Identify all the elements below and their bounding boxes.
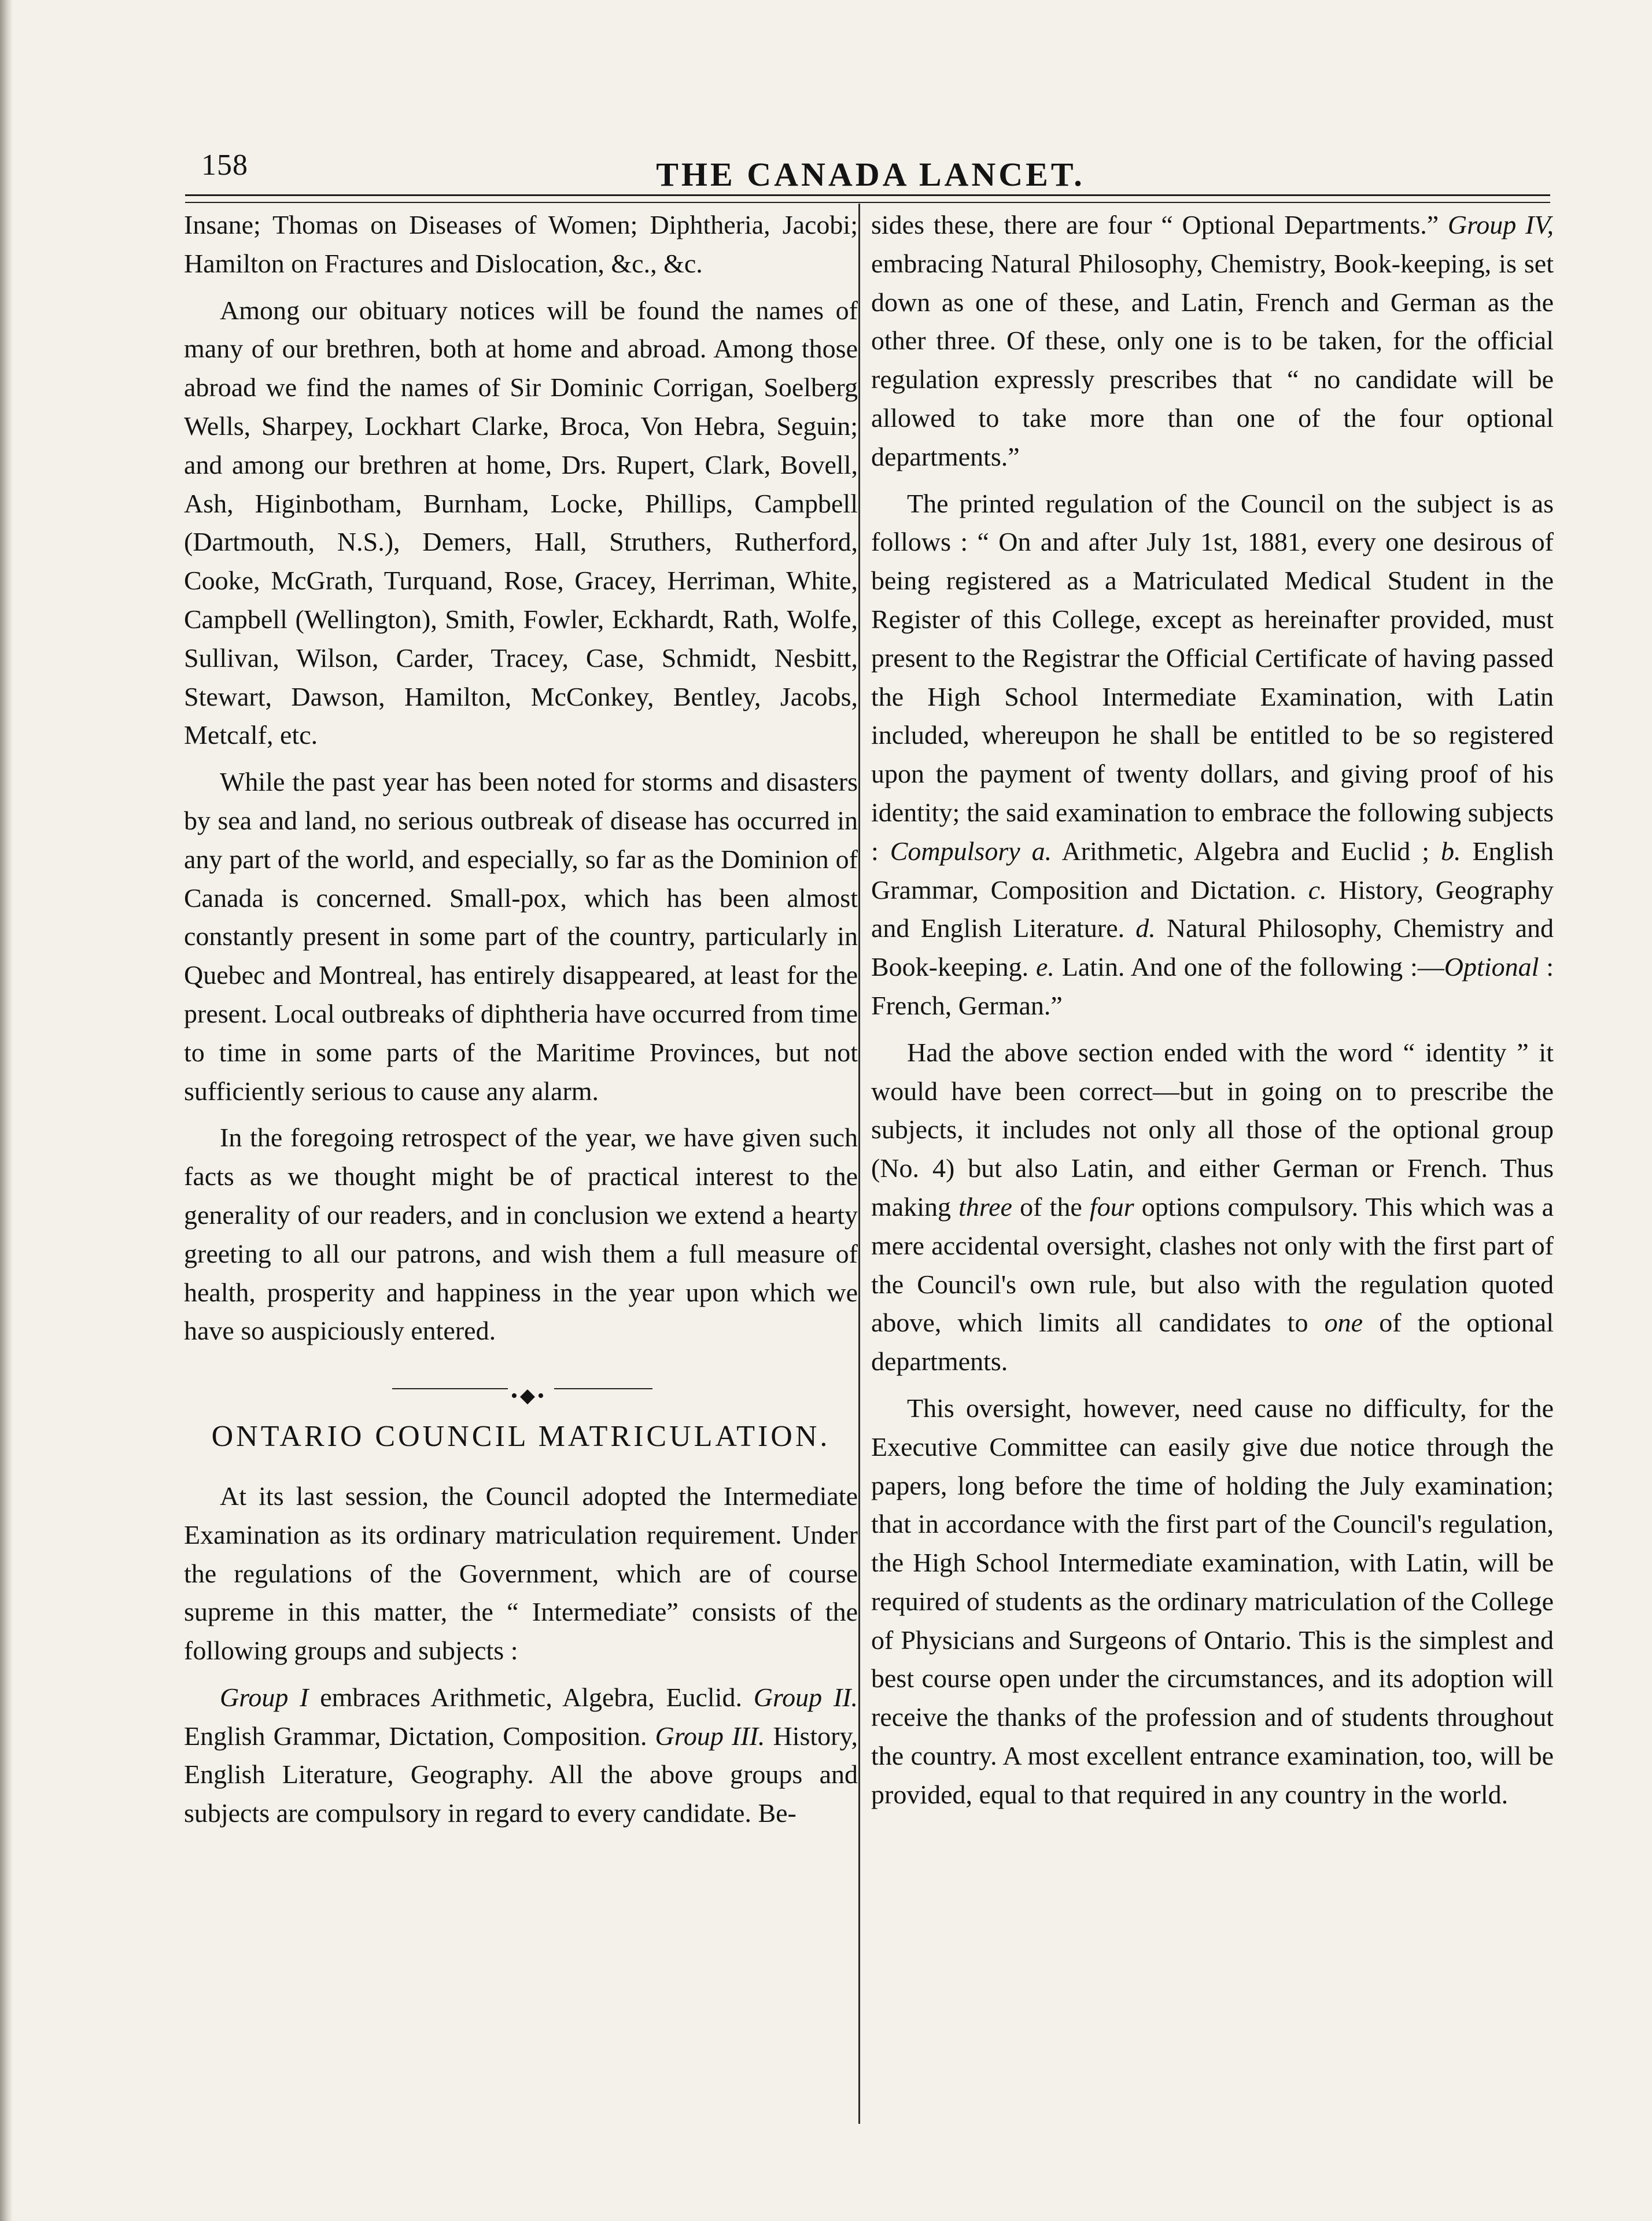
right-column [871,206,1554,1814]
separator-ornament: •◆• [511,1385,547,1407]
page-header [197,145,1544,197]
page-number: 158 [201,149,248,182]
separator-line-right [554,1388,652,1389]
journal-title: THE CANADA LANCET. [656,156,1085,193]
header-rule [185,194,1550,203]
column-divider [858,204,860,2124]
paragraph: sides these, there are four “ Optional Departments.” Group IV, embracing Natural Philosophy, Chemistry, Book-keeping, is set down as one of these, and Latin, French and German as the other three. Of these, only one is to be taken, for the official regulation expressly prescribes that “ no candidate will be allowed to take more than one of the four optional departments.” [871,210,1554,471]
paragraph: Among our obituary notices will be found the names of many of our brethren, both at home and abroad. Among those abroad we find the names of Sir Dominic Corrigan, Soelberg Wells, Sharpey, Lockhart Clarke, Broca, Von Hebra, Seguin; and among our brethren at home, Drs. Rupert, Clark, Bovell, Ash, Higinbotham, Burnham, Locke, Phillips, Campbell (Dartmouth, N.S.), Demers, Hall, Struthers, Rutherford, Cooke, McGrath, Turquand, Rose, Gracey, Herriman, White, Campbell (Wellington), Smith, Fowler, Eckhardt, Rath, Wolfe, Sullivan, Wilson, Carder, Tracey, Case, Schmidt, Nesbitt, Stewart, Dawson, Hamilton, McConkey, Bentley, Jacobs, Metcalf, etc. [184,295,858,750]
left-column [184,206,858,1833]
paragraph: Had the above section ended with the word “ identity ” it would have been correct—but in going on to prescribe the subjects, it includes not only all those of the optional group (No. 4) but also Latin, and either German or French. Thus making three of the four options compulsory. This which was a mere accidental oversight, clashes not only with the first part of the Council's own rule, but also with the regulation quoted above, which limits all candidates to one of the optional departments. [871,1037,1554,1377]
paragraph: While the past year has been noted for storms and disasters by sea and land, no serious outbreak of disease has occurred in any part of the world, and especially, so far as the Dominion of Canada is concerned. Small-pox, which has been almost constantly present in some part of the country, particularly in Quebec and Montreal, has entirely disappeared, at least for the present. Local outbreaks of diphtheria have occurred from time to time in some parts of the Maritime Provinces, but not sufficiently serious to cause any alarm. [184,767,858,1106]
section-heading: ONTARIO COUNCIL MATRICULATION. [211,1420,831,1453]
group-label: Group IV, [1447,210,1554,239]
group-label: Group II. [753,1682,858,1712]
paragraph: Insane; Thomas on Diseases of Women; Diphtheria, Jacobi; Hamilton on Fractures and Dislocation, &c., &c. [184,210,858,278]
page-edge-shadow [0,0,13,2221]
section-separator [184,1377,858,1407]
paragraph: The printed regulation of the Council on the subject is as follows : “ On and after July 1st, 1881, every one desirous of being registered as a Matriculated Medical Student in the Register of this College, except as hereinafter provided, must present to the Registrar the Official Certificate of having passed the High School Intermediate Examination, with Latin included, whereupon he shall be entitled to be so registered upon the payment of twenty dollars, and giving proof of his identity; the said examination to embrace the following subjects : Compulsory a. Arithmetic, Algebra and Euclid ; b. English Grammar, Composition and Dictation. c. History, Geography and English Literature. d. Natural Philosophy, Chemistry and Book-keeping. e. Latin. And one of the following :—Optional : French, German.” [871,488,1554,1020]
group-label: Group I [220,1682,309,1712]
paragraph: In the foregoing retrospect of the year, we have given such facts as we thought might be of practical interest to the generality of our readers, and in conclusion we extend a hearty greeting to all our patrons, and wish them a full measure of health, prosperity and happiness in the year upon which we have so auspiciously entered. [184,1123,858,1346]
separator-line-left [392,1388,508,1389]
paragraph: This oversight, however, need cause no difficulty, for the Executive Committee can easily give due notice through the papers, long before the time of holding the July examination; that in accordance with the first part of the Council's regulation, the High School Intermediate examination, with Latin, will be required of students as the ordinary matriculation of the College of Physicians and Surgeons of Ontario. This is the simplest and best course open under the circumstances, and its adoption will receive the thanks of the profession and of students throughout the country. A most excellent entrance examination, too, will be provided, equal to that required in any country in the world. [871,1393,1554,1809]
paragraph: At its last session, the Council adopted the Intermediate Examination as its ordinary matriculation requirement. Under the regulations of the Government, which are of course supreme in this matter, the “ Intermediate” consists of the following groups and subjects : [184,1481,858,1666]
group-label: Group III. [655,1721,765,1751]
paragraph: Group I embraces Arithmetic, Algebra, Euclid. Group II. English Grammar, Dictation, Composition. Group III. History, English Literature, Geography. All the above groups and subjects are compulsory in regard to every candidate. Be- [184,1682,858,1828]
